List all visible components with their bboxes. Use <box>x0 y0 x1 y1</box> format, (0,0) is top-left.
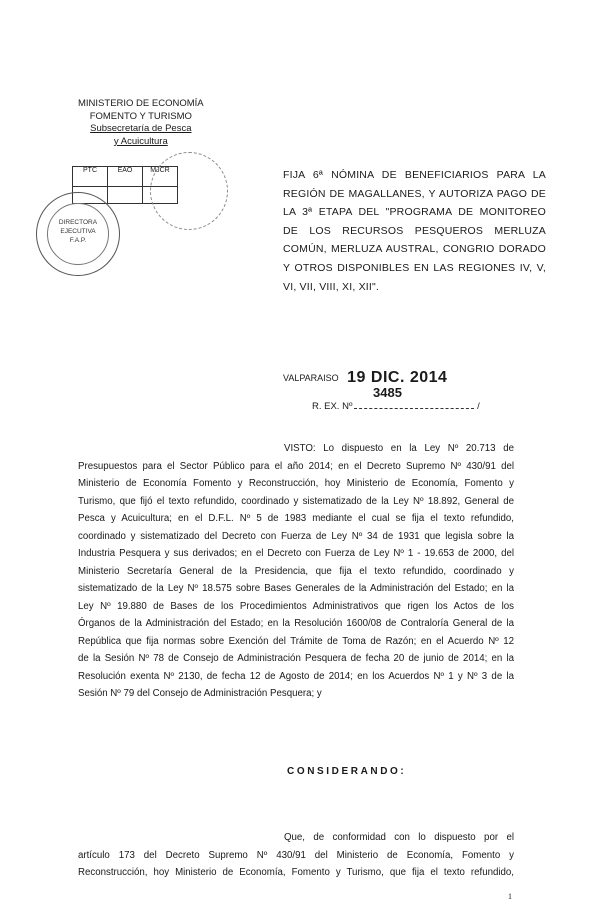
visto-line: Turismo, que fijó el texto refundido, coordinado y sistematizado de la Ley Nº 18.892, General de <box>78 495 514 507</box>
visto-line: Industria Pesquera y sus derivados; en el Decreto con Fuerza de Ley Nº 1 - 19.653 de 2000, del <box>78 548 514 559</box>
resolution-prefix: R. EX. Nº <box>312 401 353 412</box>
routing-cell: MJCR <box>143 167 178 187</box>
ministry-name-line2: FOMENTO Y TURISMO <box>89 110 192 122</box>
visto-line: Órganos de la Administración del Estado; en la Resolución 1600/08 de Contraloría General de la <box>78 618 514 629</box>
city-label: VALPARAISO <box>283 373 339 383</box>
seal-text-line: EJECUTIVA <box>60 228 96 235</box>
title-line: Y OTROS DISPONIBLES EN LAS REGIONES IV, V, <box>283 261 546 274</box>
faint-seal-stamp <box>150 152 228 230</box>
considerando-line: Que, de conformidad con lo dispuesto por el <box>284 832 514 843</box>
resolution-suffix: / <box>477 401 480 412</box>
title-line: LA 3ª ETAPA DEL "PROGRAMA DE MONITOREO <box>283 206 546 219</box>
considerando-line: Reconstrucción, hoy Ministerio de Economía, Fomento y Turismo, que fija el texto refundido, <box>78 867 514 878</box>
visto-paragraph <box>78 440 514 703</box>
visto-line: Sesión Nº 79 del Consejo de Administración Pesquera; y <box>78 688 322 699</box>
visto-line: sistematizado de la Ley Nº 18.575 sobre Bases Generales de la Administración del Estado; en la <box>78 583 514 594</box>
routing-cell: PTC <box>73 167 108 187</box>
routing-initials-cell <box>108 187 143 204</box>
title-line: COMÚN, MERLUZA AUSTRAL, CONGRIO DORADO <box>283 243 546 256</box>
ministry-header <box>78 98 204 148</box>
date-stamp: 19 DIC. 2014 <box>347 369 448 386</box>
visto-line: Ministerio de Economía Fomento y Reconstrucción, hoy Ministerio de Economía, Fomento y <box>78 478 514 489</box>
title-line: VI, VII, VIII, XI, XII". <box>283 280 380 293</box>
visto-line: Pesca y Acuicultura; en el D.F.L. Nº 5 de 1983 mediante el cual se fija el texto refundido, <box>78 513 514 524</box>
seal-text-line: DIRECTORA <box>58 219 98 226</box>
visto-line: coordinado y sistematizado del Decreto con Fuerza de Ley Nº 34 de 1931 que legisla sobre la <box>78 530 514 542</box>
visto-line: Presupuestos para el Sector Público para el año 2014; en el Decreto Supremo Nº 430/91 del <box>78 460 514 472</box>
visto-line: Ministerio Secretaría General de la Presidencia, que fija el texto refundido, coordinado y <box>78 565 514 577</box>
official-seal-stamp <box>36 192 120 276</box>
visto-line: Resolución exenta Nº 2130, de fecha 12 de Agosto de 2014; en los Acuerdos Nº 1 y Nº 3 de la <box>78 670 514 682</box>
title-line: REGIÓN DE MAGALLANES, Y AUTORIZA PAGO DE <box>283 187 546 200</box>
seal-text-line: F.A.P. <box>69 237 87 244</box>
resolution-reference <box>312 400 480 412</box>
considerando-paragraph <box>78 829 514 882</box>
considerando-heading: CONSIDERANDO: <box>287 766 407 777</box>
resolution-number-line <box>354 400 474 409</box>
date-line <box>283 369 447 387</box>
subsecretaria-line2: y Acuicultura <box>113 135 168 147</box>
visto-line: República que fija normas sobre Exención del Trámite de Toma de Razón; en el Acuerdo Nº 12 <box>78 635 514 647</box>
visto-line: Ley Nº 19.880 de Bases de los Procedimientos Administrativos que rigen los Actos de los <box>78 600 514 612</box>
visto-line: VISTO: Lo dispuesto en la Ley Nº 20.713 de <box>284 443 514 454</box>
routing-cell: EAO <box>108 167 143 187</box>
visto-line: de la Sesión Nº 78 de Consejo de Administración Pesquera de fecha 20 de junio de 2014; en la <box>78 653 514 664</box>
resolution-title <box>283 166 546 296</box>
subsecretaria-line1: Subsecretaría de Pesca <box>90 123 192 134</box>
title-line: FIJA 6ª NÓMINA DE BENEFICIARIOS PARA LA <box>283 169 546 181</box>
title-line: DE LOS RECURSOS PESQUEROS MERLUZA <box>283 224 546 237</box>
considerando-line: artículo 173 del Decreto Supremo Nº 430/91 del Ministerio de Economía, Fomento y <box>78 849 514 861</box>
page-number: 1 <box>508 892 512 901</box>
resolution-number: 3485 <box>373 385 402 400</box>
ministry-name-line1: MINISTERIO DE ECONOMÍA <box>78 98 204 109</box>
